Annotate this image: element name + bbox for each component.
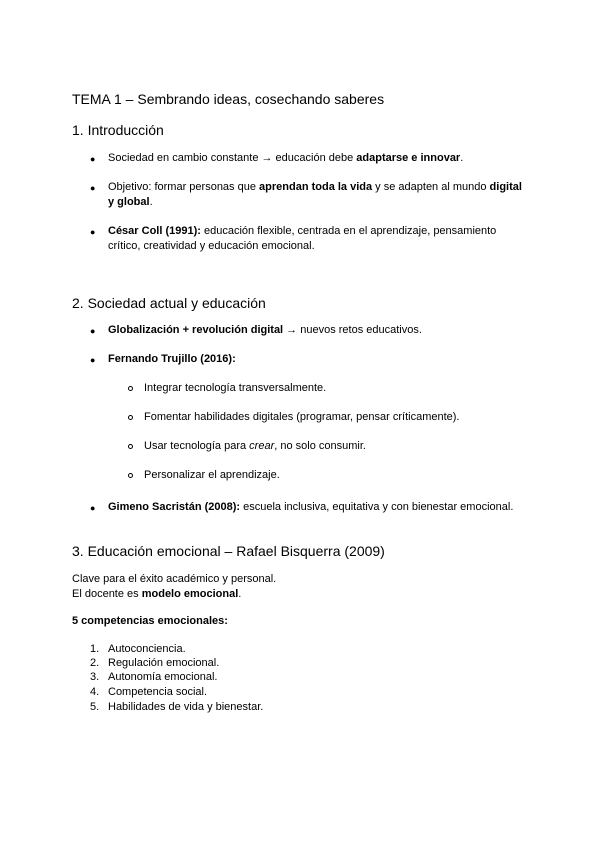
s1-bullet-1 bbox=[108, 151, 463, 165]
s1-b3-bold: César Coll (1991): bbox=[108, 225, 201, 237]
s2-sub-3-post: , no solo consumir. bbox=[274, 440, 366, 452]
circle-bullet-icon bbox=[128, 444, 133, 449]
s1-b1-text: Sociedad en cambio constante → educación debe bbox=[108, 152, 357, 164]
s2-sub-2: Fomentar habilidades digitales (programar, pensar críticamente). bbox=[144, 411, 460, 423]
s2-b2-bold: Fernando Trujillo (2016): bbox=[108, 353, 236, 365]
s3-paragraph-line-2 bbox=[72, 587, 241, 601]
s1-b2-bold: aprendan toda la vida bbox=[259, 181, 373, 193]
list-number: 3. bbox=[90, 671, 100, 683]
s1-b2-text: Objetivo: formar personas que bbox=[108, 181, 260, 193]
s3-line2-bold: modelo emocional bbox=[141, 588, 239, 600]
s1-bullet-3-line-2: crítico, creatividad y educación emocional. bbox=[108, 240, 315, 252]
list-item: Autoconciencia. bbox=[108, 643, 186, 655]
list-number: 4. bbox=[90, 686, 100, 698]
bullet-icon: ● bbox=[90, 355, 96, 365]
page-title: TEMA 1 – Sembrando ideas, cosechando saberes bbox=[72, 91, 385, 107]
list-item: Competencia social. bbox=[108, 686, 208, 698]
s1-b1-post: . bbox=[460, 152, 464, 164]
s2-bullet-3 bbox=[108, 500, 513, 514]
competencias-label bbox=[72, 614, 228, 628]
list-number: 1. bbox=[90, 643, 100, 655]
bullet-icon: ● bbox=[90, 326, 96, 336]
s1-b1-bold: adaptarse e innovar bbox=[356, 152, 461, 164]
section-3-heading: 3. Educación emocional – Rafael Bisquerra (2009) bbox=[72, 543, 385, 559]
s2-sub-3-italic: crear bbox=[249, 440, 275, 452]
s2-b1-text: → nuevos retos educativos. bbox=[283, 324, 422, 336]
bullet-icon: ● bbox=[90, 154, 96, 164]
s2-b3-text: escuela inclusiva, equitativa y con bienestar emocional. bbox=[240, 501, 514, 513]
bullet-icon: ● bbox=[90, 227, 96, 237]
s1-b2-bold2: digital bbox=[489, 181, 522, 193]
s2-sub-4: Personalizar el aprendizaje. bbox=[144, 469, 280, 481]
section-1-heading: 1. Introducción bbox=[72, 122, 164, 138]
list-item: Regulación emocional. bbox=[108, 657, 220, 669]
circle-bullet-icon bbox=[128, 386, 133, 391]
s1-b2-post: . bbox=[149, 196, 153, 208]
circle-bullet-icon bbox=[128, 415, 133, 420]
s1-b2-bold3: y global bbox=[108, 196, 150, 208]
list-number: 2. bbox=[90, 657, 100, 669]
s2-sub-3 bbox=[144, 439, 366, 453]
s3-paragraph-line-1: Clave para el éxito académico y personal. bbox=[72, 573, 277, 585]
circle-bullet-icon bbox=[128, 473, 133, 478]
s1-bullet-2-line-2 bbox=[108, 195, 153, 209]
list-item: Autonomía emocional. bbox=[108, 671, 218, 683]
section-2-heading: 2. Sociedad actual y educación bbox=[72, 295, 266, 311]
competencias-label-bold: 5 competencias emocionales: bbox=[72, 615, 228, 627]
s1-b2-mid: y se adapten al mundo bbox=[372, 181, 490, 193]
list-number: 5. bbox=[90, 701, 100, 713]
s1-bullet-3-line-1 bbox=[108, 224, 496, 238]
bullet-icon: ● bbox=[90, 183, 96, 193]
s3-line2-pre: El docente es bbox=[72, 588, 142, 600]
s1-bullet-2-line-1 bbox=[108, 180, 522, 194]
s1-b3-text: educación flexible, centrada en el aprendizaje, pensamiento bbox=[200, 225, 497, 237]
s3-line2-post: . bbox=[238, 588, 242, 600]
s2-sub-1: Integrar tecnología transversalmente. bbox=[144, 382, 327, 394]
s2-b1-bold: Globalización + revolución digital bbox=[108, 324, 284, 336]
list-item: Habilidades de vida y bienestar. bbox=[108, 701, 264, 713]
bullet-icon: ● bbox=[90, 503, 96, 513]
s2-b3-bold: Gimeno Sacristán (2008): bbox=[108, 501, 241, 513]
s2-bullet-2 bbox=[108, 352, 236, 366]
s2-sub-3-pre: Usar tecnología para bbox=[144, 440, 250, 452]
s2-bullet-1 bbox=[108, 323, 422, 337]
